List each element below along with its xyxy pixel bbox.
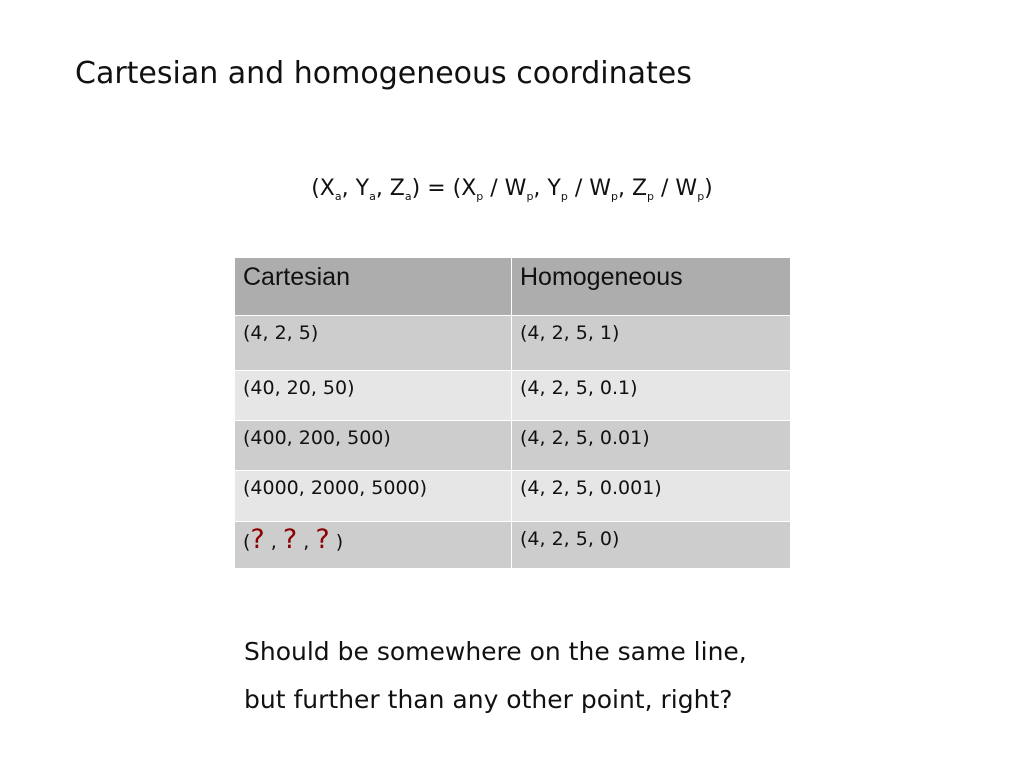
formula-subscript: a [369, 190, 376, 203]
formula-text: / W [567, 176, 611, 201]
separator: , [264, 531, 283, 553]
formula [0, 172, 1024, 206]
formula-text: ) [704, 176, 713, 201]
question-mark: ? [250, 524, 265, 555]
table-row [235, 421, 791, 471]
formula-subscript: p [647, 190, 655, 203]
formula-subscript: a [334, 190, 342, 203]
question-text [244, 628, 747, 724]
cell-cartesian-unknown [235, 522, 512, 569]
cell-homogeneous: (4, 2, 5, 0.1) [512, 371, 791, 421]
cell-homogeneous: (4, 2, 5, 0.001) [512, 471, 791, 522]
formula-subscript: p [526, 190, 534, 203]
formula-text: , Y [341, 176, 370, 201]
cell-homogeneous: (4, 2, 5, 1) [512, 316, 791, 371]
table-row [235, 316, 791, 371]
cell-homogeneous: (4, 2, 5, 0) [512, 522, 791, 569]
formula-text: , Z [617, 176, 648, 201]
cell-cartesian: (400, 200, 500) [235, 421, 512, 471]
formula-text: , Z [375, 176, 405, 201]
cell-cartesian: (40, 20, 50) [235, 371, 512, 421]
question-line-1: Should be somewhere on the same line, [244, 637, 747, 666]
header-homogeneous: Homogeneous [512, 258, 791, 316]
paren-open: ( [243, 531, 251, 553]
table-row [235, 522, 791, 569]
formula-subscript: p [476, 190, 484, 203]
formula-text: / W [654, 176, 698, 201]
table-row [235, 371, 791, 421]
formula-text: (X [311, 176, 335, 201]
formula-text: , Y [533, 176, 561, 201]
question-mark: ? [315, 524, 330, 555]
formula-subscript: p [697, 190, 705, 203]
formula-text: / W [483, 176, 527, 201]
cell-cartesian: (4000, 2000, 5000) [235, 471, 512, 522]
slide-title: Cartesian and homogeneous coordinates [75, 56, 692, 91]
table-row [235, 471, 791, 522]
separator: , [297, 531, 316, 553]
formula-subscript: p [611, 190, 618, 203]
paren-close: ) [329, 531, 344, 553]
cell-cartesian: (4, 2, 5) [235, 316, 512, 371]
table-header-row [235, 258, 791, 316]
coordinates-table [234, 257, 791, 569]
formula-text: ) = (X [411, 176, 477, 201]
formula-subscript: p [560, 190, 568, 203]
header-cartesian: Cartesian [235, 258, 512, 316]
cell-homogeneous: (4, 2, 5, 0.01) [512, 421, 791, 471]
formula-subscript: a [404, 190, 412, 203]
question-mark: ? [282, 524, 298, 555]
question-line-2: but further than any other point, right? [244, 685, 733, 714]
